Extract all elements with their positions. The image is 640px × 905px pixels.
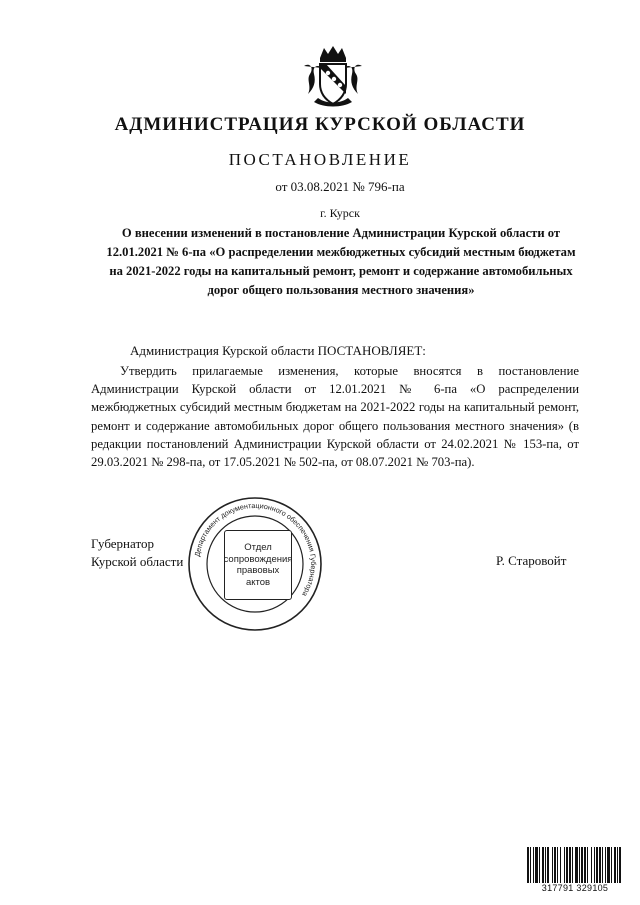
barcode-bar xyxy=(560,847,561,883)
stamp-center-line3: правовых xyxy=(236,565,280,576)
barcode-bar xyxy=(605,847,606,883)
kursk-coat-of-arms-icon xyxy=(300,44,366,110)
barcode-bar xyxy=(599,847,601,883)
barcode-bar xyxy=(533,847,534,883)
barcode-bar xyxy=(617,847,618,883)
signer-name: Р. Старовойт xyxy=(496,553,567,568)
barcode-bar xyxy=(594,847,595,883)
stamp-center-line1: Отдел xyxy=(244,542,272,553)
signer-title xyxy=(91,535,183,571)
barcode-bar xyxy=(539,847,540,883)
barcode-bar xyxy=(552,847,553,883)
document-place: г. Курск xyxy=(320,206,360,220)
barcode-bar xyxy=(607,847,610,883)
barcode-bar xyxy=(535,847,538,883)
barcode-bar xyxy=(530,847,531,883)
signer-title-line2: Курской области xyxy=(91,554,184,569)
preamble: Администрация Курской области ПОСТАНОВЛЯЕТ: xyxy=(130,343,426,358)
body-paragraph: Утвердить прилагаемые изменения, которые вносятся в постановление Администрации Курской области от 12.01.2021 № 6-па «О распределении межбюджетных субсидий местным бюджетам на 2021-2022 годы на капитальный ремонт, ремонт и содержание автомобильных дорог общего пользования местного значения» (в редакции постановлений Администрации Курской области от 24.02.2021 № 153-па, от 29.03.2021 № 298-па, от 17.05.2021 № 502-па, от 08.07.2021 № 703-па). xyxy=(91,364,579,470)
barcode-bar xyxy=(614,847,616,883)
document-date-number: от 03.08.2021 № 796-па xyxy=(275,179,405,194)
document-type: ПОСТАНОВЛЕНИЕ xyxy=(228,150,412,169)
barcode-bar xyxy=(619,847,621,883)
barcode-bar xyxy=(579,847,580,883)
barcode-bar xyxy=(566,847,568,883)
stamp-center-line4: актов xyxy=(245,576,271,588)
barcode-bar xyxy=(557,847,558,883)
barcode-bar xyxy=(569,847,571,883)
barcode-bar xyxy=(545,847,546,883)
barcode-bar xyxy=(572,847,573,883)
stamp-center-line2: сопровождения xyxy=(223,553,293,565)
barcode-bar xyxy=(527,847,529,883)
barcode-bar xyxy=(584,847,586,883)
stamp-ring-textpath: Департамент документационного обеспечения Губернатора xyxy=(192,500,319,599)
stamp-center xyxy=(224,530,292,600)
barcode-bar xyxy=(554,847,556,883)
barcode-bar xyxy=(591,847,592,883)
barcode-bar xyxy=(542,847,544,883)
barcode-bar xyxy=(602,847,603,883)
barcode-bar xyxy=(564,847,565,883)
barcode-bar xyxy=(575,847,578,883)
organization-title: АДМИНИСТРАЦИЯ КУРСКОЙ ОБЛАСТИ xyxy=(114,114,526,135)
barcode-bar xyxy=(587,847,588,883)
barcode xyxy=(527,847,623,883)
barcode-bar xyxy=(547,847,549,883)
barcode-bar xyxy=(596,847,598,883)
signer-title-line1: Губернатор xyxy=(91,536,154,551)
document-subject: О внесении изменений в постановление Администрации Курской области от 12.01.2021 № 6-па «О распределении межбюджетных субсидий местным бюджетам на 2021-2022 годы на капитальный ремонт, ремонт и содержание автомобильных дорог общего пользования местного значения» xyxy=(106,226,576,297)
barcode-number: 317791 329105 xyxy=(541,883,609,893)
barcode-bar xyxy=(581,847,583,883)
barcode-bar xyxy=(611,847,612,883)
